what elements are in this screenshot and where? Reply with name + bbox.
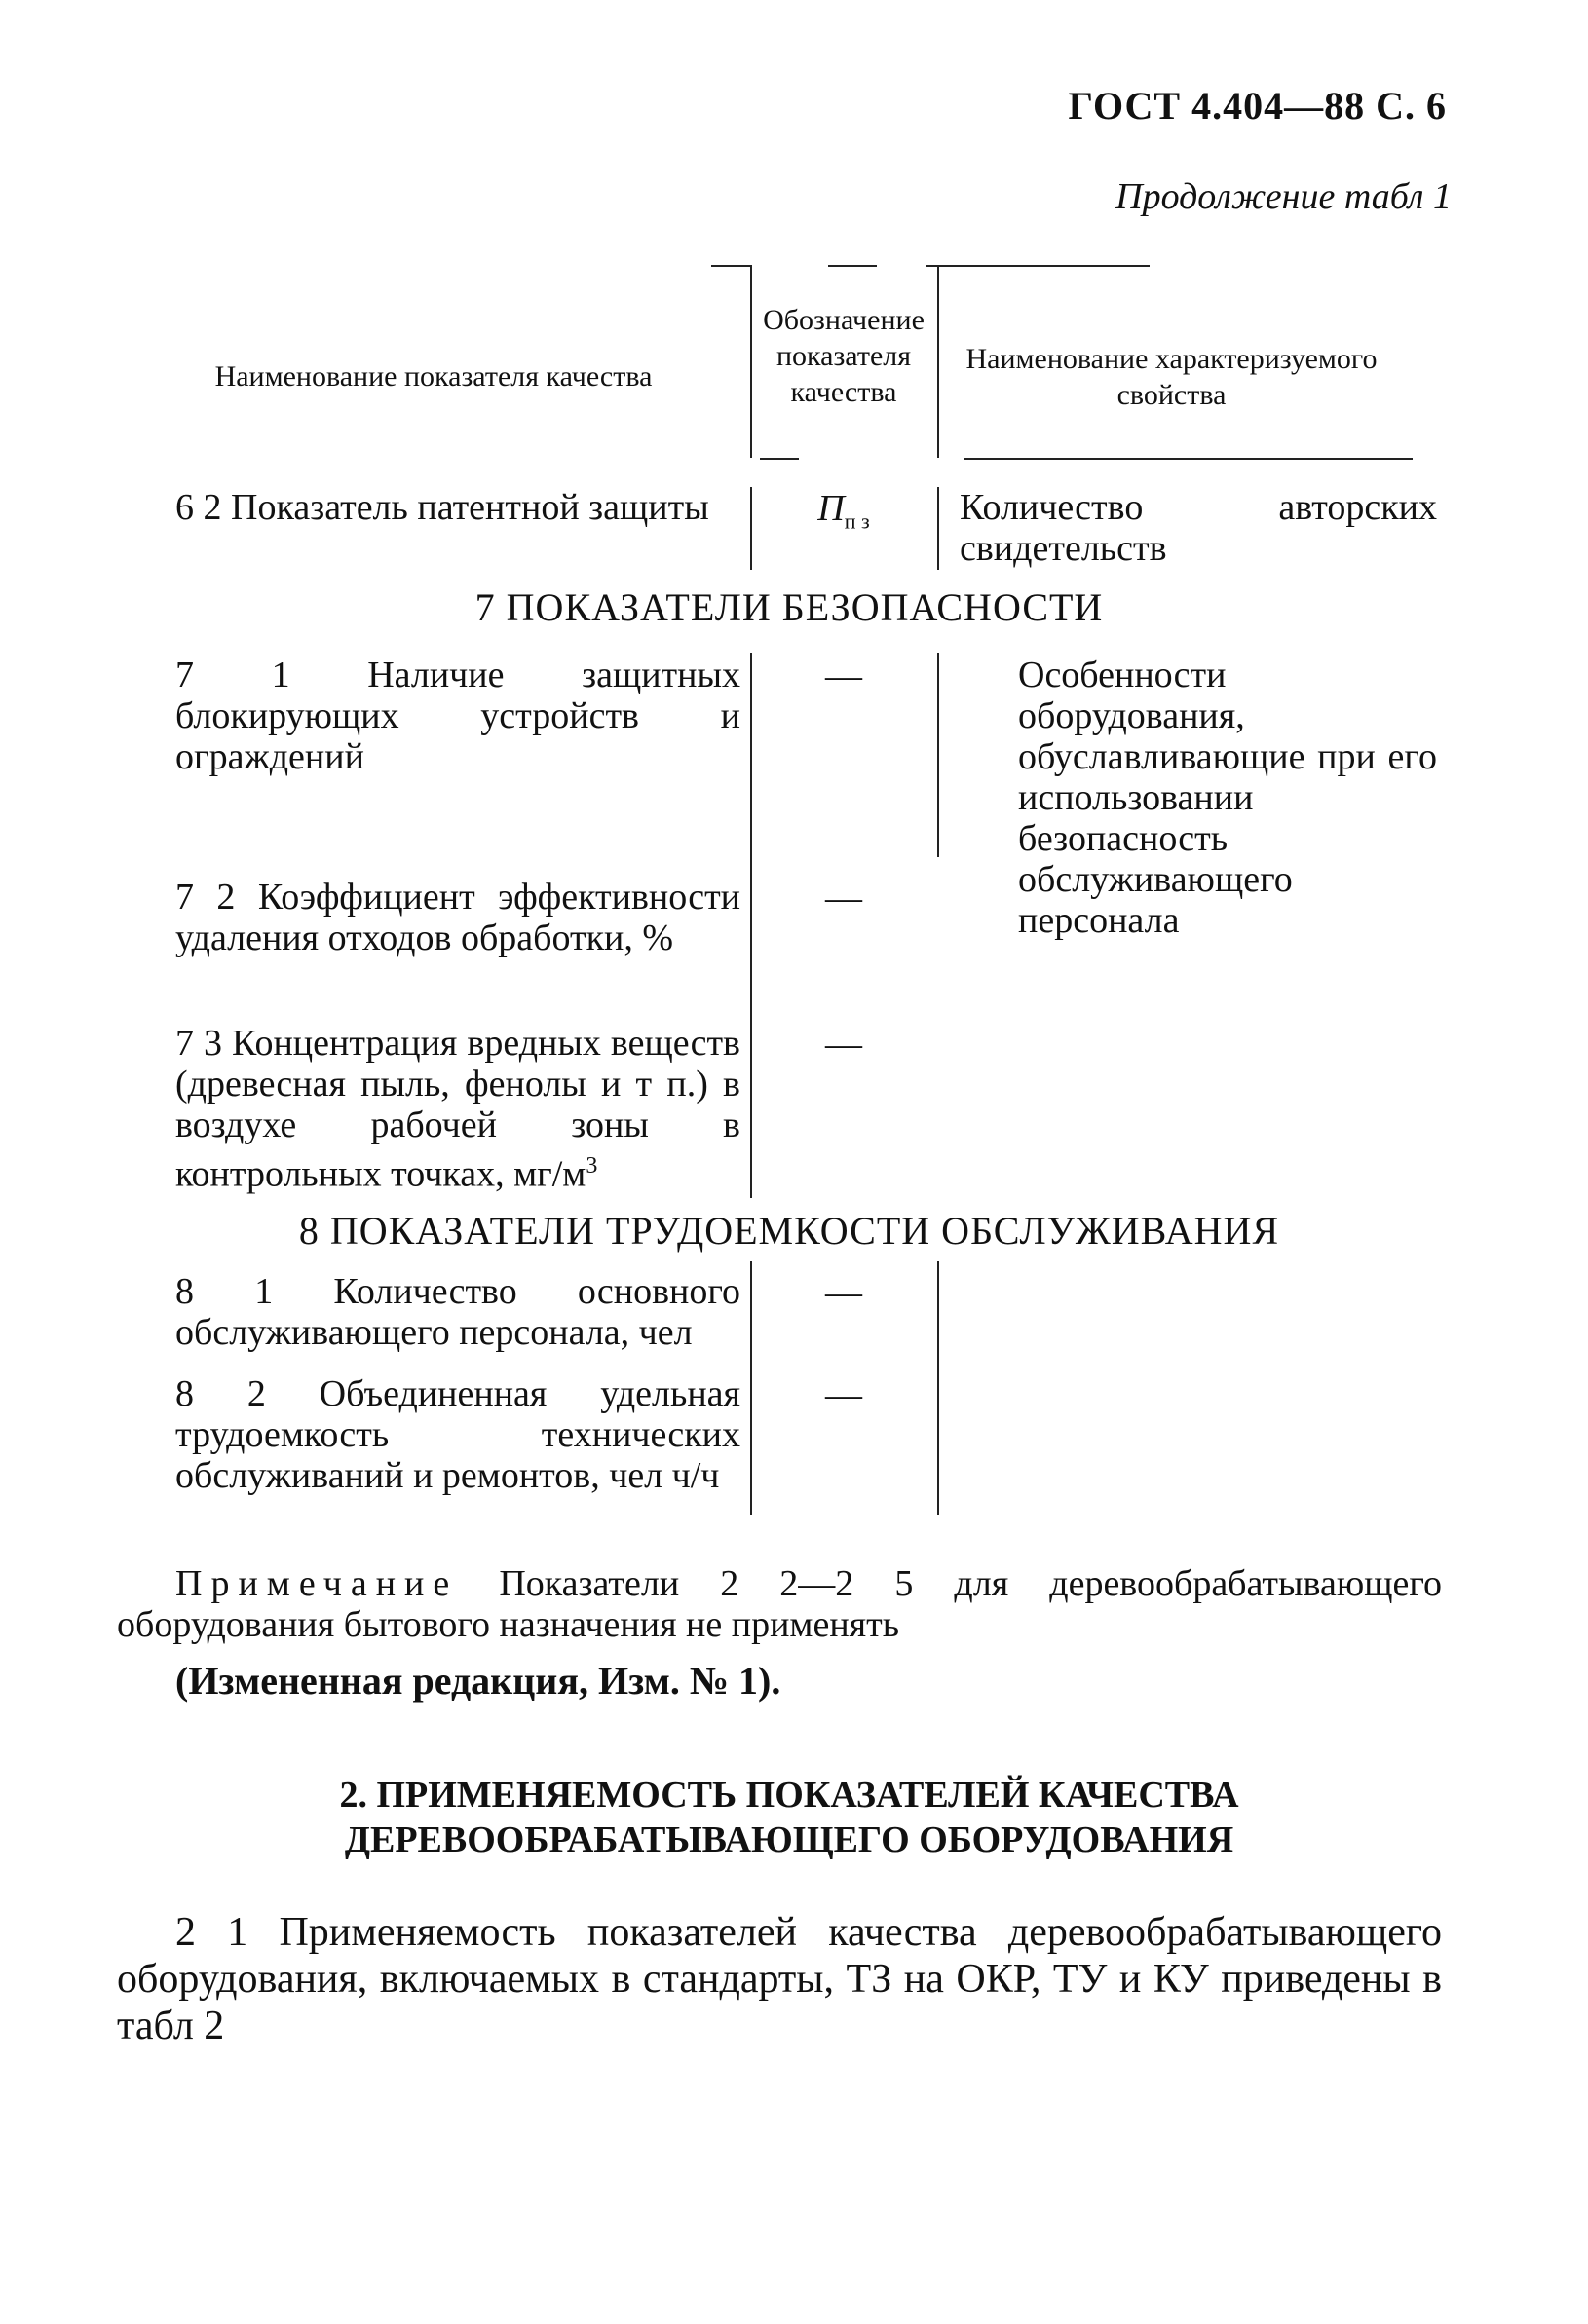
amendment-note: (Измененная редакция, Изм. № 1). [175, 1659, 781, 1703]
row-7-1-name [117, 655, 740, 777]
column-divider [937, 265, 939, 458]
section-2-title-line2: ДЕРЕВООБРАБАТЫВАЮЩЕГО ОБОРУДОВАНИЯ [344, 1819, 1234, 1860]
row-text: Количество основного обслуживающего персонала, чел [175, 1271, 741, 1353]
column-divider [750, 265, 752, 458]
row-6-2-property: Количество авторских свидетельств [960, 487, 1437, 569]
column-header-name: Наименование показателя качества [214, 360, 653, 393]
row-7-3-name [117, 1023, 740, 1195]
page-header: ГОСТ 4.404—88 С. 6 [1068, 84, 1447, 128]
column-divider [937, 487, 939, 570]
paragraph-2-1 [117, 1909, 1442, 2049]
row-6-2-name [117, 487, 740, 528]
section-2-title [117, 1773, 1461, 1862]
section-8-title: 8 ПОКАЗАТЕЛИ ТРУДОЕМКОСТИ ОБСЛУЖИВАНИЯ [298, 1209, 1280, 1253]
column-divider [750, 1261, 752, 1515]
table-continuation-label: Продолжение табл 1 [1115, 176, 1452, 217]
row-7-1-symbol: — [825, 656, 862, 696]
note-text: Показатели 2 2—2 5 для деревообрабатывающего оборудования бытового назначения не применять [117, 1563, 1443, 1645]
table-note [117, 1563, 1442, 1645]
unit-superscript: 3 [586, 1153, 598, 1179]
row-6-2-symbol [756, 487, 931, 535]
paragraph-number: 2 1 [175, 1910, 248, 1955]
column-divider [750, 487, 752, 570]
row-8-1-symbol: — [825, 1272, 862, 1313]
header-rule [964, 458, 1413, 460]
row-number: 6 2 [175, 487, 222, 528]
row-number: 7 1 [175, 655, 290, 695]
column-divider [750, 653, 752, 1198]
row-number: 8 2 [175, 1373, 266, 1414]
column-divider [937, 653, 939, 857]
row-text: Объединенная удельная трудоемкость технических обслуживаний и ремонтов, чел ч/ч [175, 1373, 740, 1496]
row-7-3-symbol: — [825, 1024, 862, 1065]
row-8-2-name [117, 1373, 740, 1496]
row-7-2-name [117, 877, 740, 958]
row-7-2-symbol: — [825, 878, 862, 918]
header-rule [711, 265, 750, 267]
symbol-subscript: п з [844, 508, 870, 534]
section-7-title: 7 ПОКАЗАТЕЛИ БЕЗОПАСНОСТИ [474, 585, 1104, 629]
header-rule [926, 265, 1150, 267]
row-text: Коэффициент эффективности удаления отходов обработки, % [175, 877, 741, 958]
header-rule [828, 265, 877, 267]
row-text: Показатель патентной защиты [231, 487, 709, 528]
column-header-designation: Обозначение показателя качества [763, 304, 925, 408]
column-header-property: Наименование характеризуемого свойства [965, 343, 1378, 411]
row-text: Концентрация вредных веществ (древесная пыль, фенолы и т п.) в воздухе рабочей зоны в контрольных точках, мг/м [175, 1023, 740, 1195]
paragraph-text: Применяемость показателей качества деревообрабатывающего оборудования, включаемых в стандарты, ТЗ на ОКР, ТУ и КУ приведены в табл 2 [117, 1910, 1443, 2048]
property-text: Особенности оборудования, обуславливающие при его использовании безопасность обслуживающего персонала [1018, 655, 1437, 941]
column-divider [937, 1261, 939, 1515]
section-2-title-line1: 2. ПРИМЕНЯЕМОСТЬ ПОКАЗАТЕЛЕЙ КАЧЕСТВА [339, 1775, 1239, 1816]
row-text: Наличие защитных блокирующих устройств и ограждений [175, 655, 741, 777]
row-7-1-property [960, 655, 1437, 941]
row-number: 7 3 [175, 1023, 222, 1064]
symbol-main: П [817, 488, 845, 529]
note-label: Примечание [175, 1563, 459, 1604]
header-rule [760, 458, 799, 460]
row-8-2-symbol: — [825, 1374, 862, 1415]
row-8-1-name [117, 1271, 740, 1353]
row-number: 8 1 [175, 1271, 274, 1312]
row-number: 7 2 [175, 877, 236, 918]
